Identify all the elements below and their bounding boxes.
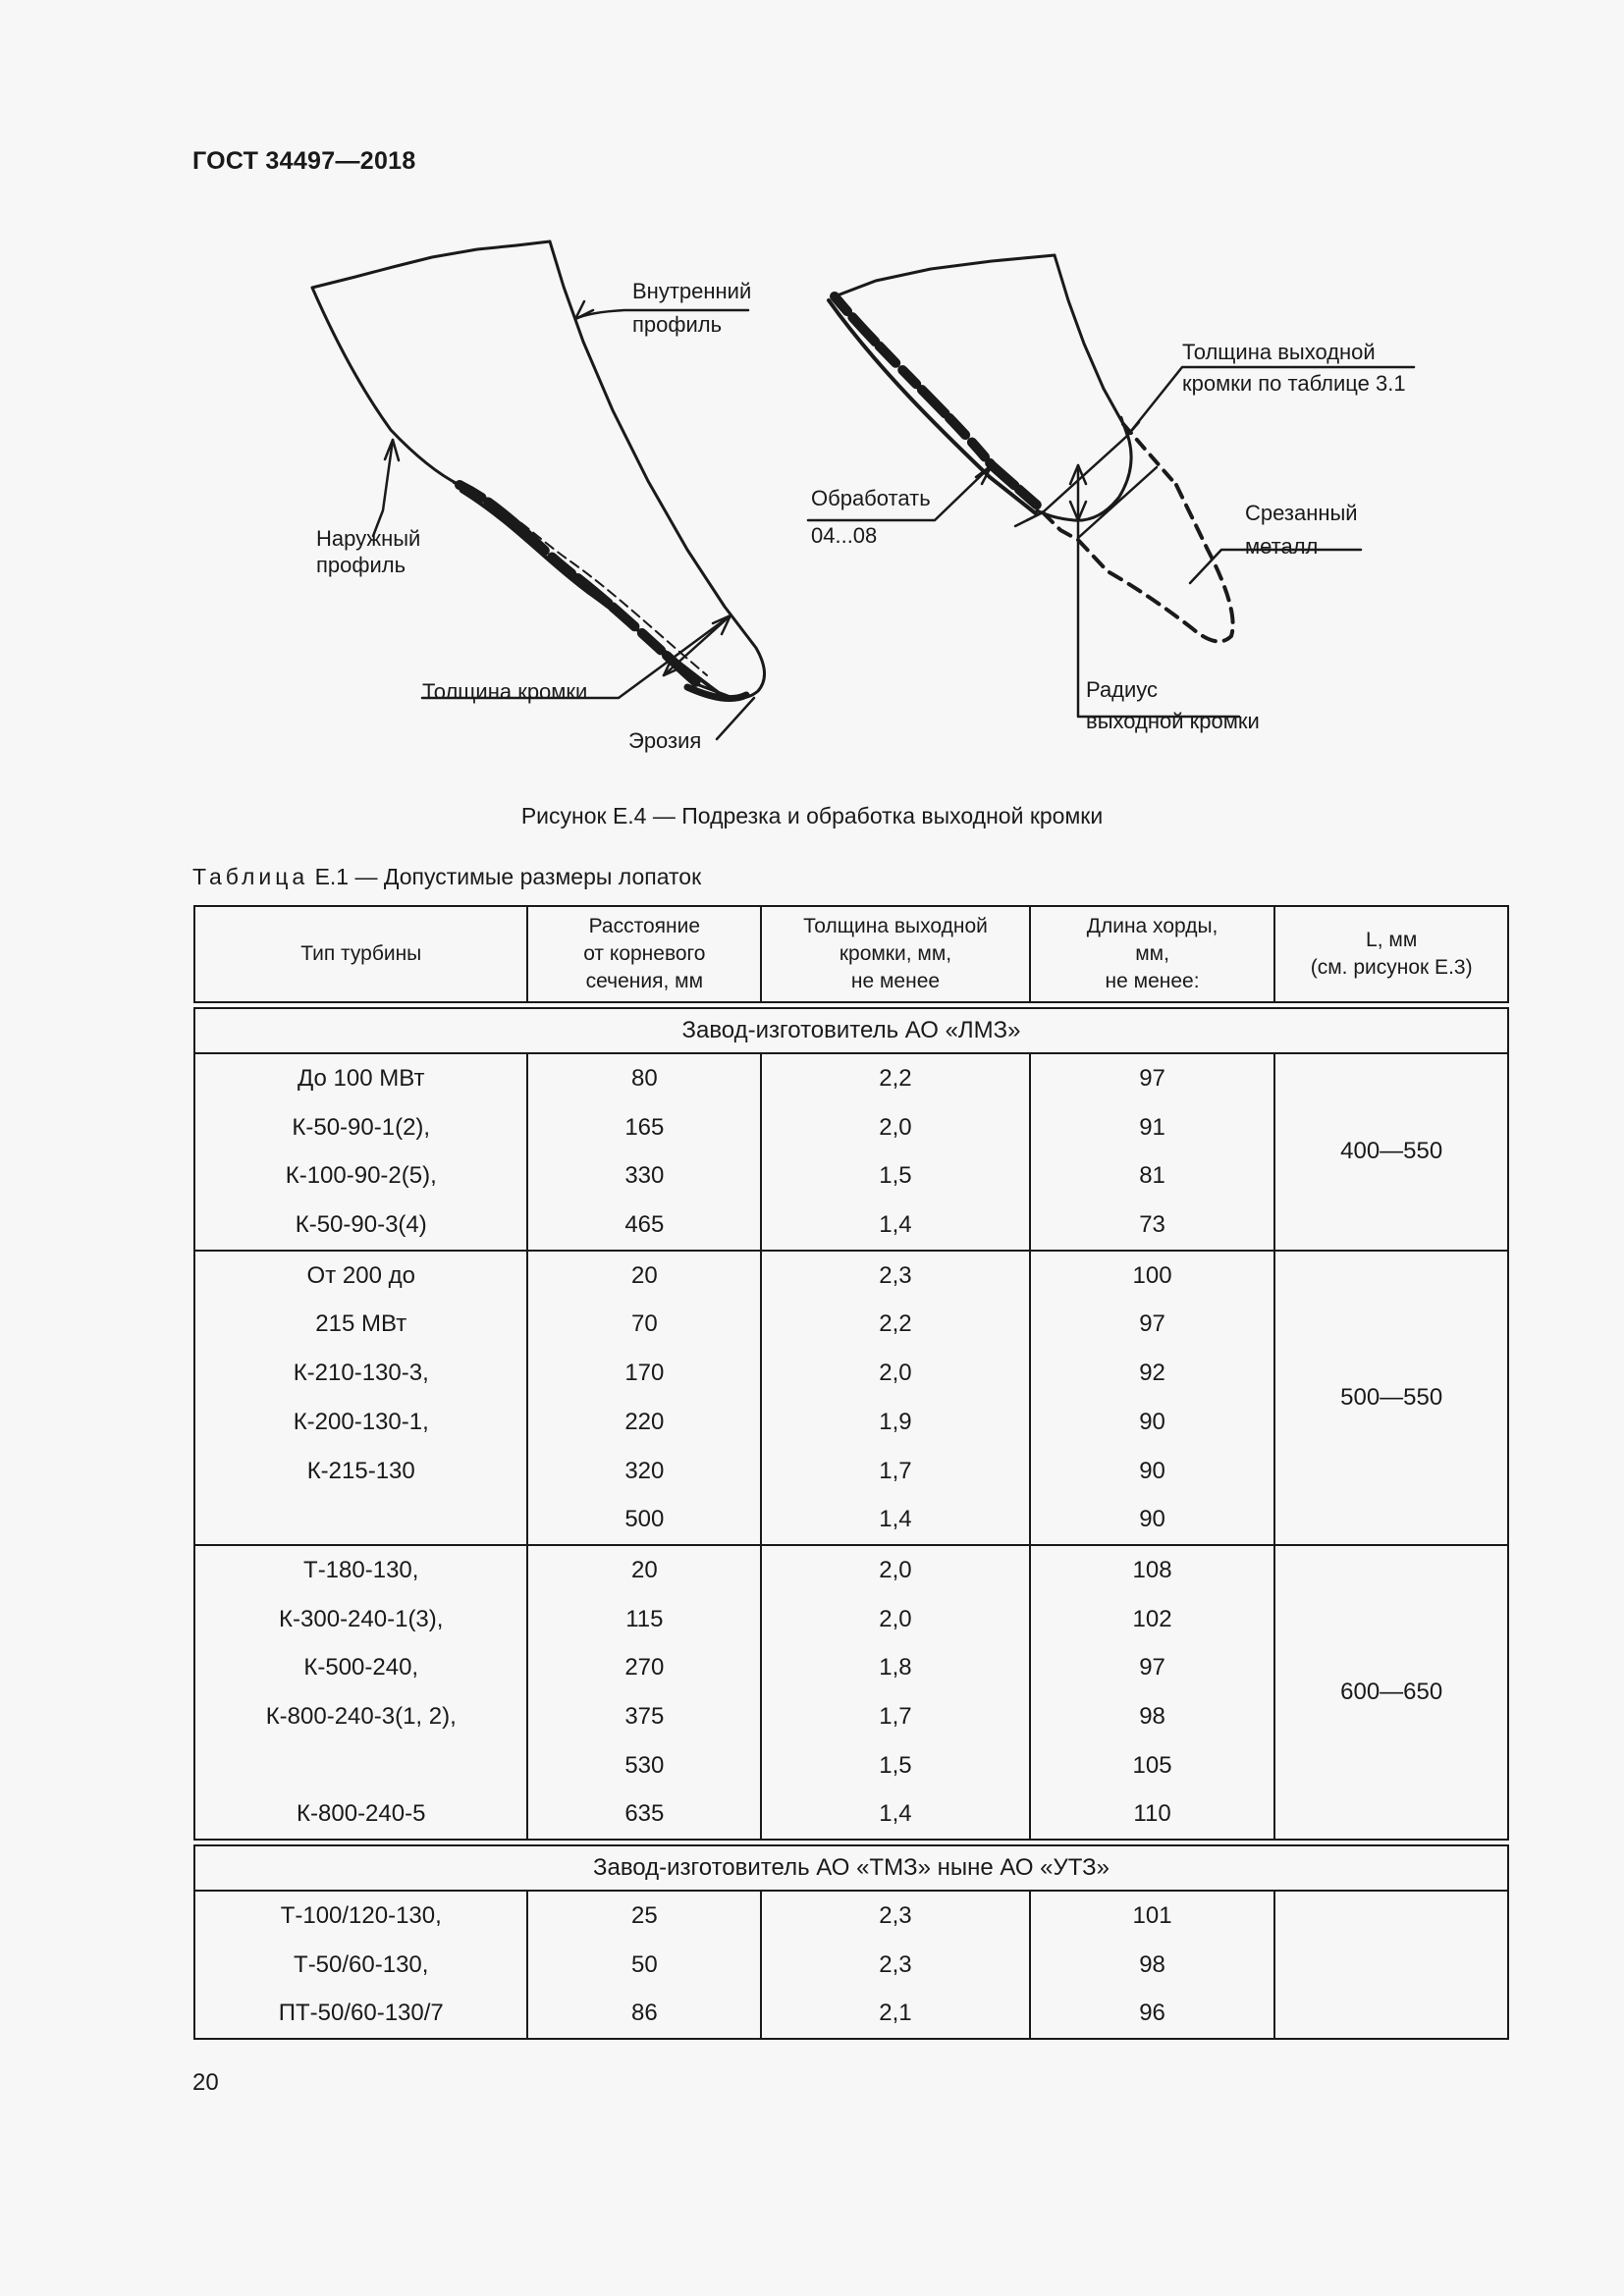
- figure-e4: [0, 0, 1624, 785]
- cell-thickness: [761, 1891, 1030, 2039]
- cell-distance: [527, 1891, 761, 2039]
- cell-thickness: [761, 1053, 1030, 1251]
- types-value: Т-100/120-130,: [280, 1902, 442, 1929]
- cell-L: 400—550: [1274, 1053, 1508, 1251]
- types-value: К-215-130: [306, 1457, 415, 1484]
- label-cut-metal-2: металл: [1245, 534, 1319, 559]
- types-value: К-210-130-3,: [293, 1360, 429, 1387]
- chord-value: 97: [1139, 1310, 1165, 1338]
- thickness-value: 2,3: [879, 1902, 912, 1929]
- chord-value: 108: [1132, 1556, 1172, 1583]
- distance-value: 115: [625, 1605, 664, 1632]
- chord-value: 101: [1132, 1902, 1172, 1929]
- table-row: [194, 1053, 1508, 1251]
- chord-value: 90: [1139, 1408, 1165, 1435]
- chord-value: 96: [1139, 2000, 1165, 2027]
- distance-value: 270: [624, 1654, 665, 1682]
- distance-value: 530: [624, 1751, 665, 1779]
- types-value: К-50-90-3(4): [295, 1211, 427, 1239]
- types-value: Т-180-130,: [303, 1556, 419, 1583]
- cell-distance: [527, 1545, 761, 1840]
- cell-types: [194, 1053, 527, 1251]
- label-machining-2: 04...08: [811, 523, 878, 548]
- types-value: 215 МВт: [315, 1310, 407, 1338]
- label-outer-profile-1: Наружный: [316, 526, 421, 551]
- table-caption-title: Е.1 — Допустимые размеры лопаток: [308, 864, 702, 889]
- thickness-value: 1,4: [879, 1506, 912, 1533]
- page-number: 20: [192, 2069, 219, 2096]
- cell-distance: [527, 1053, 761, 1251]
- cell-types: [194, 1891, 527, 2039]
- cell-L: 600—650: [1274, 1545, 1508, 1840]
- chord-value: 110: [1133, 1800, 1171, 1828]
- cell-L: 500—550: [1274, 1251, 1508, 1545]
- distance-value: 375: [624, 1702, 665, 1730]
- cell-chord: [1030, 1251, 1275, 1545]
- label-erosion: Эрозия: [628, 728, 702, 753]
- label-exit-edge-thickness-1: Толщина выходной: [1182, 340, 1376, 364]
- header-distance: Расстояние от корневого сечения, мм: [527, 906, 761, 1002]
- thickness-value: 1,7: [879, 1702, 912, 1730]
- thickness-value: 2,2: [879, 1065, 912, 1092]
- cell-distance: [527, 1251, 761, 1545]
- types-value: К-100-90-2(5),: [285, 1162, 437, 1190]
- section-row: [194, 1845, 1508, 1891]
- label-exit-edge-thickness-2: кромки по таблице 3.1: [1182, 371, 1406, 396]
- thickness-value: 2,1: [879, 2000, 912, 2027]
- types-value: К-800-240-5: [297, 1800, 426, 1828]
- thickness-value: 2,2: [879, 1310, 912, 1338]
- label-outer-profile-2: профиль: [316, 553, 406, 577]
- types-value: От 200 до: [306, 1261, 415, 1289]
- blade-dimensions-table: [193, 905, 1509, 2040]
- header-thickness: Толщина выходной кромки, мм, не менее: [761, 906, 1030, 1002]
- types-value: К-800-240-3(1, 2),: [265, 1702, 457, 1730]
- label-inner-profile-1: Внутренний: [632, 279, 752, 303]
- table-caption-prefix: Таблица: [192, 864, 309, 889]
- thickness-value: 1,5: [879, 1751, 912, 1779]
- label-machining-1: Обработать: [811, 486, 931, 510]
- distance-value: 635: [624, 1800, 665, 1828]
- chord-value: 97: [1139, 1654, 1165, 1682]
- distance-value: 220: [624, 1408, 665, 1435]
- chord-value: 97: [1139, 1065, 1165, 1092]
- distance-value: 320: [624, 1457, 665, 1484]
- label-exit-edge-radius-2: выходной кромки: [1086, 709, 1260, 733]
- chord-value: 90: [1139, 1506, 1165, 1533]
- types-value: К-500-240,: [303, 1654, 419, 1682]
- distance-value: 465: [624, 1211, 665, 1239]
- document-header: ГОСТ 34497—2018: [192, 147, 416, 175]
- cell-chord: [1030, 1545, 1275, 1840]
- cell-chord: [1030, 1053, 1275, 1251]
- types-value: Т-50/60-130,: [294, 1950, 429, 1978]
- thickness-value: 2,3: [879, 1261, 912, 1289]
- cell-types: [194, 1251, 527, 1545]
- header-L: L, мм (см. рисунок Е.3): [1274, 906, 1508, 1002]
- distance-value: 500: [624, 1506, 665, 1533]
- thickness-value: 1,4: [879, 1211, 912, 1239]
- types-value: К-300-240-1(3),: [279, 1605, 444, 1632]
- types-value: [195, 1741, 526, 1790]
- thickness-value: 1,5: [879, 1162, 912, 1190]
- chord-value: 98: [1139, 1702, 1165, 1730]
- distance-value: 50: [630, 1950, 658, 1978]
- chord-value: 90: [1139, 1457, 1165, 1484]
- thickness-value: 1,7: [879, 1457, 912, 1484]
- thickness-value: 1,9: [879, 1408, 912, 1435]
- thickness-value: 2,3: [879, 1950, 912, 1978]
- thickness-value: 1,4: [879, 1800, 912, 1828]
- distance-value: 80: [630, 1065, 658, 1092]
- table-caption: [192, 864, 701, 890]
- chord-value: 102: [1132, 1605, 1172, 1632]
- header-row: [194, 906, 1508, 1002]
- chord-value: 81: [1139, 1162, 1165, 1190]
- types-value: К-50-90-1(2),: [292, 1113, 431, 1141]
- table-row: [194, 1251, 1508, 1545]
- distance-value: 70: [630, 1310, 658, 1338]
- distance-value: 20: [630, 1261, 658, 1289]
- thickness-value: 2,0: [879, 1360, 912, 1387]
- label-inner-profile-2: профиль: [632, 312, 723, 337]
- chord-value: 92: [1139, 1360, 1165, 1387]
- section-title: Завод-изготовитель АО «ЛМЗ»: [194, 1008, 1508, 1053]
- chord-value: 98: [1139, 1950, 1165, 1978]
- distance-value: 330: [624, 1162, 665, 1190]
- types-value: ПТ-50/60-130/7: [278, 2000, 444, 2027]
- cell-chord: [1030, 1891, 1275, 2039]
- thickness-value: 2,0: [879, 1556, 912, 1583]
- chord-value: 73: [1139, 1211, 1165, 1239]
- label-exit-edge-radius-1: Радиус: [1086, 677, 1159, 702]
- chord-value: 105: [1132, 1751, 1172, 1779]
- cell-L: [1274, 1891, 1508, 2039]
- distance-value: 170: [624, 1360, 665, 1387]
- distance-value: 25: [630, 1902, 658, 1929]
- section-title: Завод-изготовитель АО «ТМЗ» ныне АО «УТЗ»: [194, 1845, 1508, 1891]
- thickness-value: 1,8: [879, 1654, 912, 1682]
- distance-value: 86: [630, 2000, 658, 2027]
- section-row: [194, 1008, 1508, 1053]
- header-turbine-type: Тип турбины: [194, 906, 527, 1002]
- label-cut-metal-1: Срезанный: [1245, 501, 1358, 525]
- label-edge-thickness: Толщина кромки: [422, 679, 588, 704]
- table-row: [194, 1891, 1508, 2039]
- thickness-value: 2,0: [879, 1113, 912, 1141]
- thickness-value: 2,0: [879, 1605, 912, 1632]
- figure-caption: Рисунок Е.4 — Подрезка и обработка выходной кромки: [520, 803, 1104, 828]
- chord-value: 91: [1139, 1113, 1165, 1141]
- types-value: К-200-130-1,: [293, 1408, 429, 1435]
- cell-thickness: [761, 1545, 1030, 1840]
- header-chord: Длина хорды, мм, не менее:: [1030, 906, 1275, 1002]
- distance-value: 20: [630, 1556, 658, 1583]
- cell-thickness: [761, 1251, 1030, 1545]
- cell-types: [194, 1545, 527, 1840]
- table-row: [194, 1545, 1508, 1840]
- distance-value: 165: [624, 1113, 665, 1141]
- types-value: [195, 1495, 526, 1544]
- types-value: До 100 МВт: [298, 1065, 425, 1092]
- chord-value: 100: [1132, 1261, 1172, 1289]
